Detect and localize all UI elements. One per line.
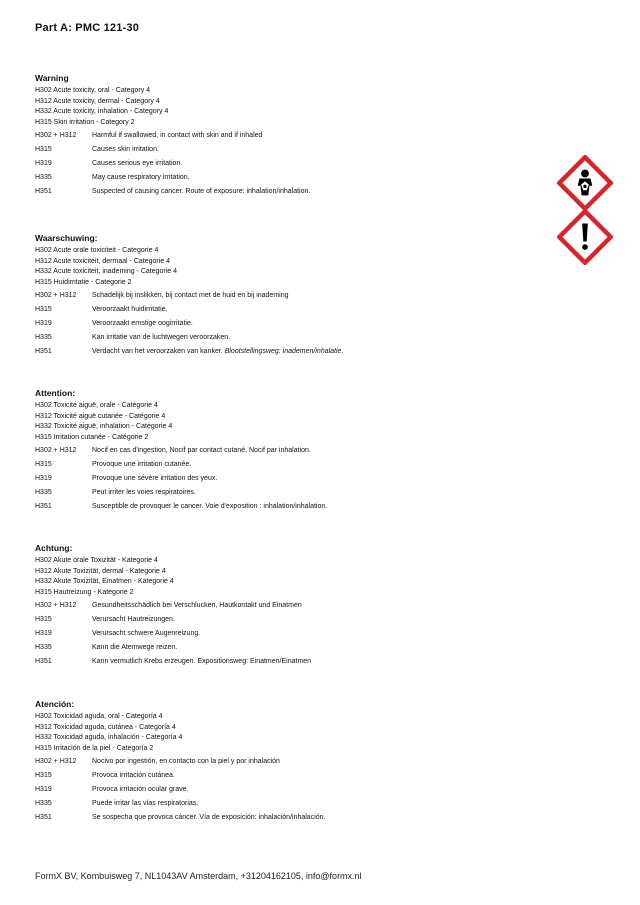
statement-row: [35, 446, 555, 457]
statement-text: Nocif en cas d'ingestion, Nocif par contact cutané, Nocif par inhalation.: [92, 447, 311, 454]
hazard-class-line: H315 Huidirritatie - Categorie 2: [35, 278, 132, 286]
statement-code: H302 + H312: [35, 132, 77, 139]
statement-code: H351: [35, 658, 52, 665]
statement-text: Causes serious eye irritation.: [92, 160, 183, 167]
hazard-class-line: H332 Akute Toxizität, Einatmen - Kategorie 4: [35, 578, 174, 585]
hazard-class-line: H302 Acute toxicity, oral - Category 4: [35, 87, 151, 94]
statement-text: Kann vermutlich Krebs erzeugen. Expositionsweg: Einatmen/Einatmen: [92, 658, 312, 665]
statement-text: Nocivo por ingestión, en contacto con la piel y por inhalación: [92, 758, 280, 765]
statement-text: Verursacht schwere Augenreizung.: [92, 630, 201, 637]
statement-row: [35, 757, 555, 768]
statement-text: Veroorzaakt ernstige oogirritatie.: [92, 320, 193, 327]
hazard-statements: [35, 757, 555, 824]
statement-code: H335: [35, 644, 52, 651]
statement-text: Veroorzaakt huidirritatie.: [92, 306, 168, 313]
hazard-class-line: H332 Toxicidad aguda, inhalación - Categoría 4: [35, 734, 183, 741]
statement-row: [35, 601, 555, 612]
statement-text: Provoca irritación ocular grave.: [92, 786, 189, 793]
statement-text: Provoque une irritation cutanée.: [92, 461, 192, 468]
statement-row: [35, 131, 555, 142]
statement-text-italic: Blootstellingsweg: inademen/inhalatie.: [224, 348, 344, 355]
statement-code: H315: [35, 146, 52, 153]
statement-code: H335: [35, 800, 52, 807]
document-title: Part A: PMC 121-30: [35, 22, 140, 34]
statement-code: H315: [35, 461, 52, 468]
statement-code: H315: [35, 306, 52, 313]
statement-code: H335: [35, 489, 52, 496]
hazard-statements: [35, 291, 555, 358]
hazard-class-line: H312 Akute Toxizität, dermal - Kategorie 4: [35, 567, 166, 575]
statement-text-main: Verdacht van het veroorzaken van kanker.: [92, 348, 223, 355]
section-heading: Warning: [35, 73, 69, 83]
statement-code: H319: [35, 320, 52, 327]
hazard-class-line: H315 Hautreizung - Kategorie 2: [35, 588, 134, 596]
statement-text: Se sospecha que provoca cáncer. Vía de exposición: inhalación/inhalación.: [92, 814, 326, 821]
section-dutch: [35, 233, 555, 361]
hazard-class-line: H332 Acute toxiciteit, inademing - Categorie 4: [35, 268, 178, 275]
statement-row: [35, 502, 555, 513]
statement-row: [35, 771, 555, 782]
health-hazard-icon: [557, 155, 613, 211]
statement-row: [35, 291, 555, 302]
statement-code: H302 + H312: [35, 602, 77, 609]
statement-text: Causes skin irritation.: [92, 146, 159, 153]
statement-text: Kann die Atemwege reizen.: [92, 644, 178, 651]
hazard-class-line: H315 Irritación de la piel - Categoría 2: [35, 744, 154, 752]
statement-code: H319: [35, 160, 52, 167]
hazard-class-line: H332 Toxicité aiguë, inhalation - Catégorie 4: [35, 423, 173, 430]
hazard-class-line: H315 Skin irritation - Category 2: [35, 118, 135, 126]
hazard-class-line: H312 Toxicité aiguë cutanée - Catégorie 4: [35, 412, 166, 420]
hazard-statements: [35, 601, 555, 668]
statement-text: Peut irriter les voies respiratoires.: [92, 489, 196, 496]
statement-row: [35, 657, 555, 668]
section-heading: Atención:: [35, 699, 75, 709]
hazard-class-line: H312 Toxicidad aguda, cutánea - Categoría 4: [35, 723, 176, 731]
section-spanish: [35, 699, 555, 827]
hazard-class-line: H315 Irritation cutanée - Catégorie 2: [35, 433, 149, 441]
statement-row: [35, 187, 555, 198]
statement-row: [35, 333, 555, 344]
statement-code: H351: [35, 814, 52, 821]
statement-row: [35, 643, 555, 654]
hazard-class-line: H302 Acute orale toxiciteit - Categorie 4: [35, 247, 159, 254]
statement-row: [35, 305, 555, 316]
hazard-class-line: H312 Acute toxicity, dermal - Category 4: [35, 97, 160, 105]
statement-text: Harmful if swallowed, in contact with skin and if inhaled: [92, 132, 263, 139]
statement-code: H335: [35, 174, 52, 181]
section-english: [35, 73, 555, 201]
section-german: [35, 543, 555, 671]
section-heading: Waarschuwing:: [35, 233, 98, 243]
statement-row: [35, 474, 555, 485]
statement-row: [35, 813, 555, 824]
hazard-class-line: H302 Akute orale Toxizität - Kategorie 4: [35, 557, 158, 564]
statement-text: Verursacht Hautreizungen.: [92, 616, 175, 623]
statement-text: Kan irritatie van de luchtwegen veroorzaken.: [92, 334, 231, 341]
statement-text: Puede irritar las vías respiratorias.: [92, 800, 199, 807]
statement-code: H319: [35, 630, 52, 637]
statement-text: Suspected of causing cancer. Route of exposure: inhalation/inhalation.: [92, 188, 311, 195]
statement-code: H315: [35, 772, 52, 779]
statement-text: Susceptible de provoquer le cancer. Voie d'exposition : inhalation/inhalation.: [92, 503, 328, 510]
hazard-statements: [35, 446, 555, 513]
statement-text: Gesundheitsschädlich bei Verschlucken, Hautkontakt und Einatmen: [92, 602, 302, 609]
statement-row: [35, 159, 555, 170]
statement-code: H302 + H312: [35, 758, 77, 765]
footer-contact: FormX BV, Kombuisweg 7, NL1043AV Amsterdam, +31204162105, info@formx.nl: [35, 871, 362, 881]
statement-row: [35, 460, 555, 471]
statement-row: [35, 347, 555, 358]
hazard-class-line: H302 Toxicité aiguë, orale - Catégorie 4: [35, 402, 158, 409]
statement-text: [92, 347, 555, 358]
hazard-class-line: H332 Acute toxicity, inhalation - Category 4: [35, 108, 169, 115]
statement-code: H351: [35, 348, 52, 355]
ghs-pictograms: [557, 155, 613, 263]
section-french: [35, 388, 555, 516]
hazard-statements: [35, 131, 555, 198]
statement-code: H302 + H312: [35, 447, 77, 454]
statement-row: [35, 799, 555, 810]
statement-code: H319: [35, 475, 52, 482]
statement-text: Schadelijk bij inslikken, bij contact met de huid en bij inademing: [92, 292, 289, 299]
section-heading: Attention:: [35, 388, 76, 398]
statement-text: Provoca irritación cutánea.: [92, 772, 175, 779]
statement-code: H319: [35, 786, 52, 793]
section-heading: Achtung:: [35, 543, 73, 553]
statement-row: [35, 488, 555, 499]
exclamation-mark-icon: [557, 209, 613, 265]
statement-code: H351: [35, 503, 52, 510]
statement-row: [35, 145, 555, 156]
hazard-class-line: H312 Acute toxiciteit, dermaal - Categorie 4: [35, 257, 171, 265]
statement-row: [35, 173, 555, 184]
statement-code: H335: [35, 334, 52, 341]
statement-code: H315: [35, 616, 52, 623]
statement-row: [35, 629, 555, 640]
statement-code: H351: [35, 188, 52, 195]
statement-code: H302 + H312: [35, 292, 77, 299]
statement-text: May cause respiratory irritation.: [92, 174, 190, 181]
statement-text: Provoque une sévère irritation des yeux.: [92, 475, 218, 482]
statement-row: [35, 615, 555, 626]
statement-row: [35, 785, 555, 796]
hazard-class-line: H302 Toxicidad aguda, oral - Categoría 4: [35, 713, 163, 720]
statement-row: [35, 319, 555, 330]
